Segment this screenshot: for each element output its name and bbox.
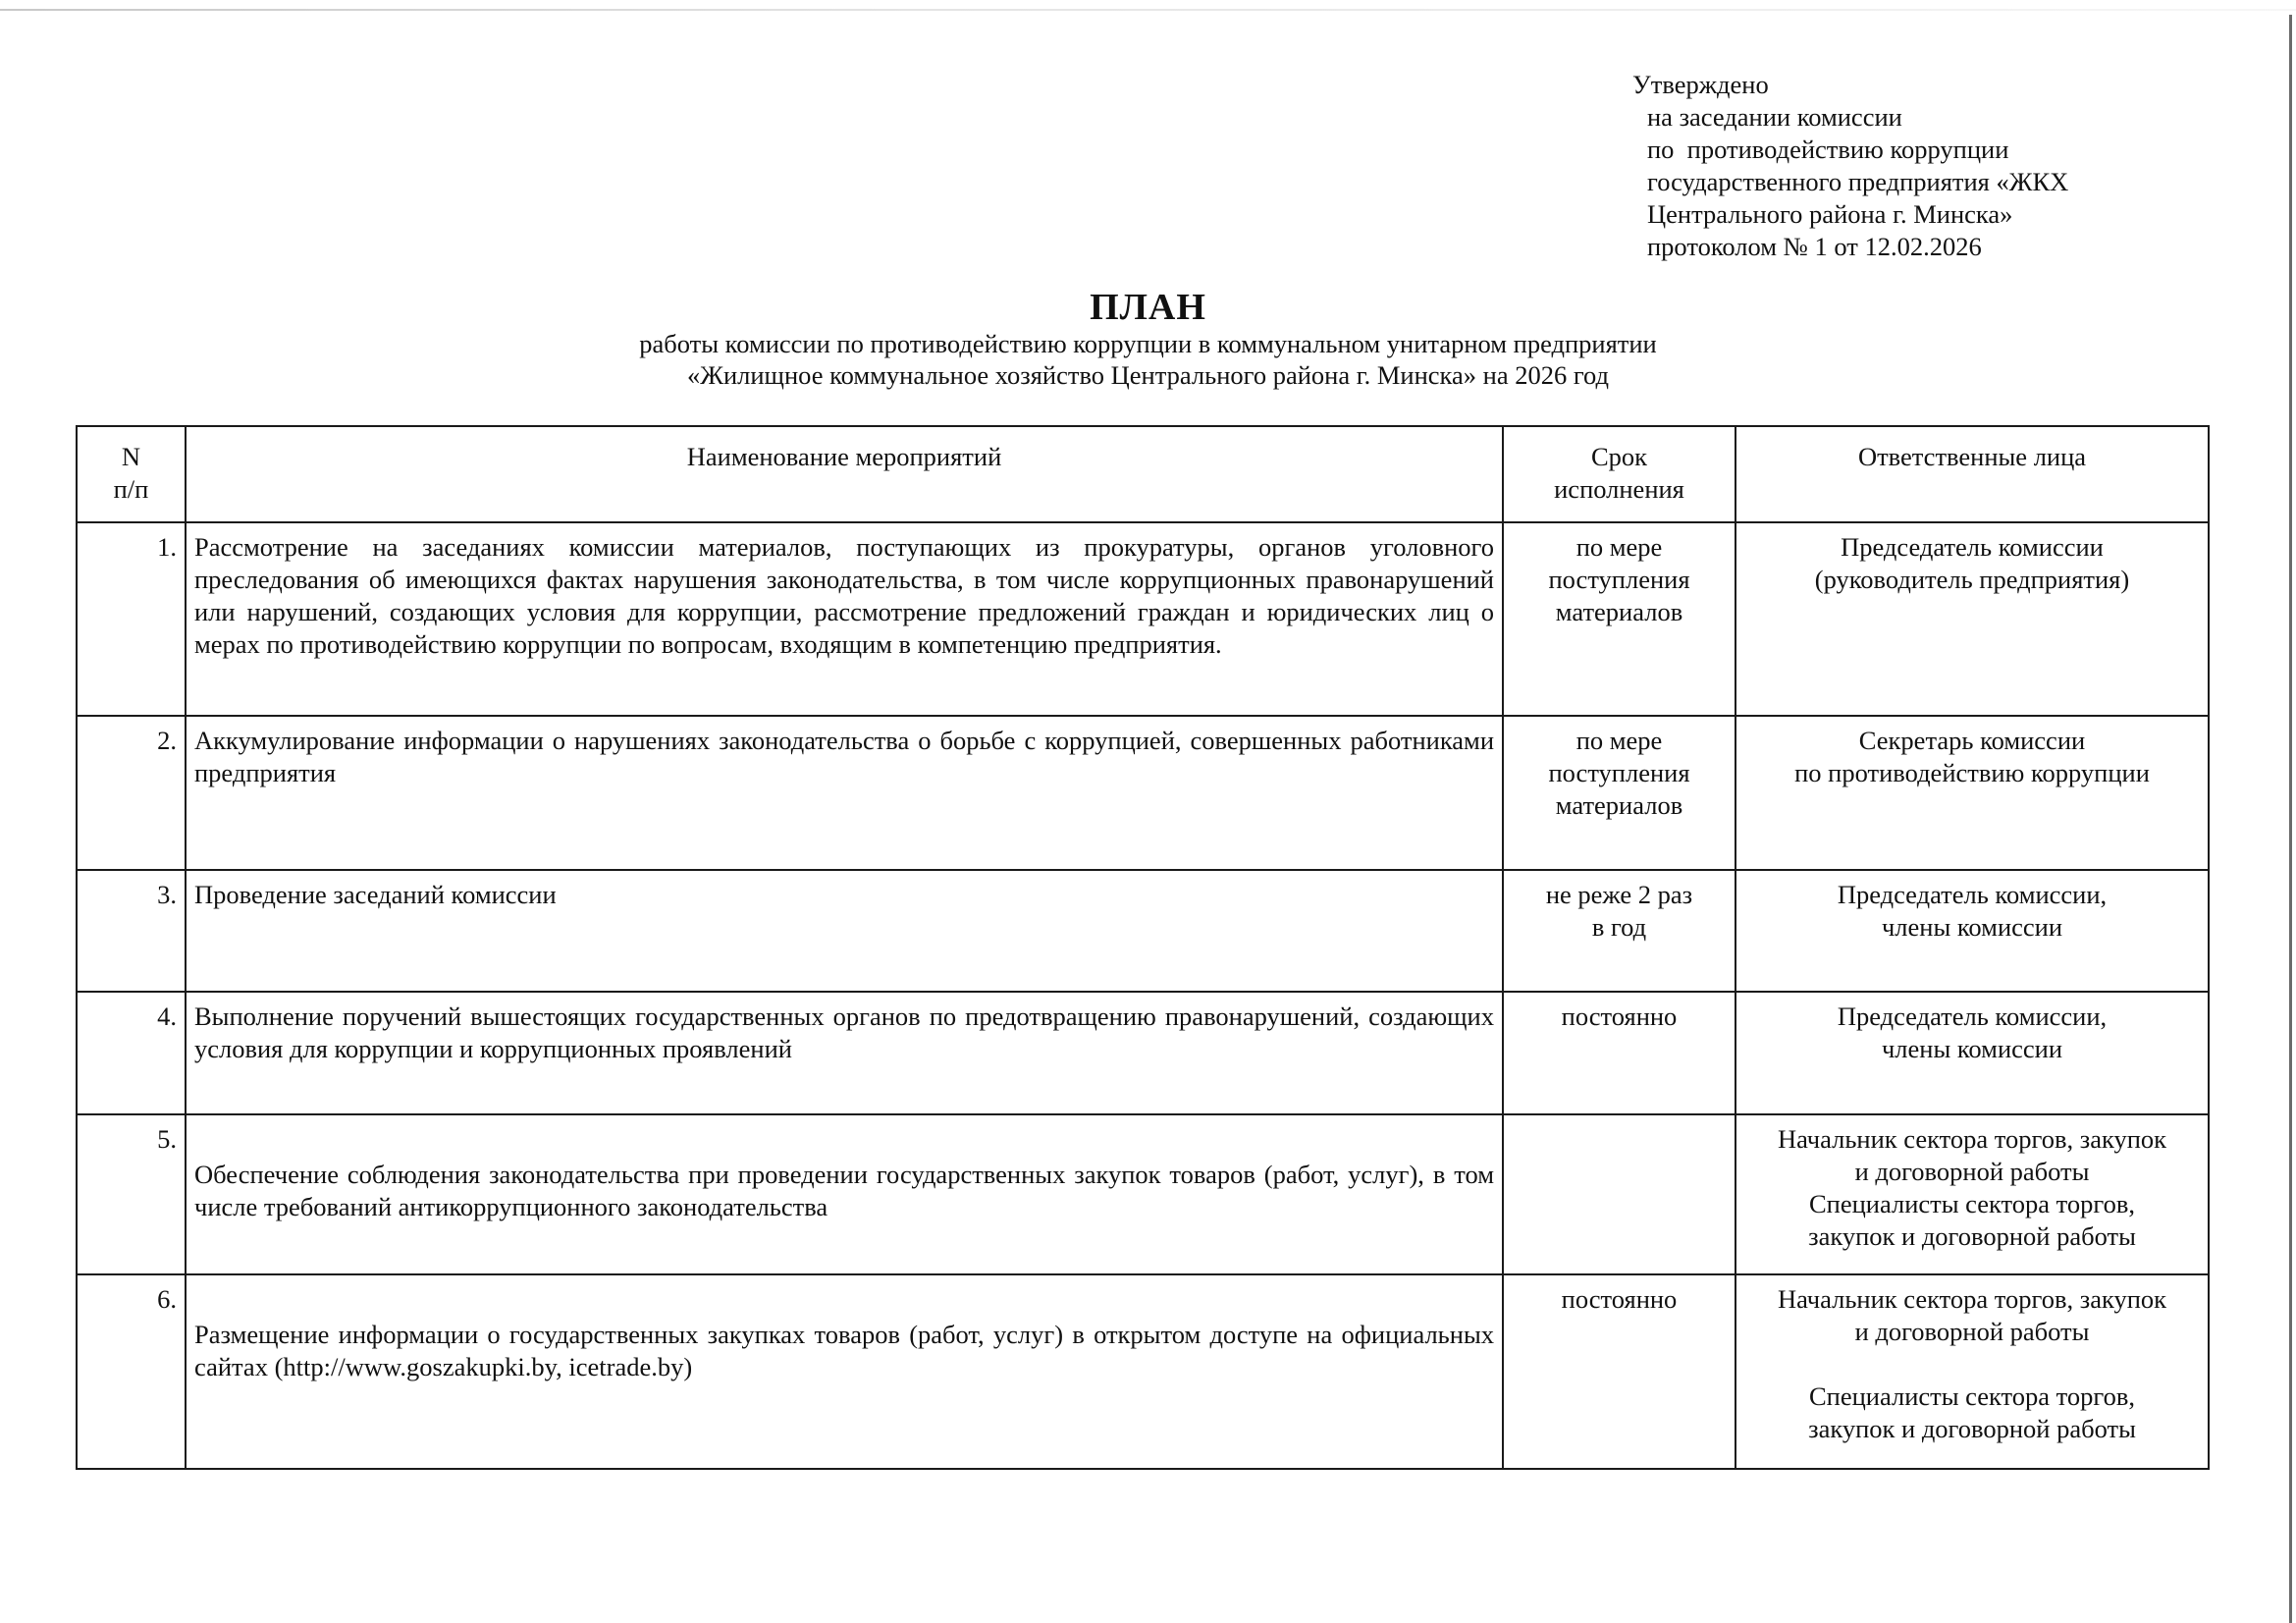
responsible-line: и договорной работы xyxy=(1854,1317,2090,1346)
approval-line: по противодействию коррупции xyxy=(1647,135,2009,164)
table-row xyxy=(77,870,2209,992)
scan-right-edge xyxy=(2289,15,2292,1623)
row-responsible xyxy=(1735,716,2209,870)
document-title-block xyxy=(0,287,2296,391)
responsible-line: члены комиссии xyxy=(1881,1034,2063,1063)
row-number: 6. xyxy=(77,1274,186,1469)
approval-line: протоколом № 1 от 12.02.2026 xyxy=(1647,232,1982,261)
scan-top-edge xyxy=(0,9,2296,11)
row-activity: Рассмотрение на заседаниях комиссии материалов, поступающих из прокуратуры, органов уголовного преследования об имеющихся фактах нарушения законодательства, в том числе коррупционных правонарушений или нарушений, создающих условия для коррупции, рассмотрение предложений граждан и юридических лиц о мерах по противодействию коррупции по вопросам, входящим в компетенцию предприятия. xyxy=(186,522,1503,716)
responsible-line: Начальник сектора торгов, закупок xyxy=(1777,1284,2167,1314)
row-responsible xyxy=(1735,522,2209,716)
term-line: по мере xyxy=(1575,726,1663,755)
table-row xyxy=(77,992,2209,1114)
row-term xyxy=(1503,716,1735,870)
responsible-line: Специалисты сектора торгов, xyxy=(1809,1381,2135,1411)
document-title: ПЛАН xyxy=(1090,287,1206,328)
row-term xyxy=(1503,870,1735,992)
responsible-line: члены комиссии xyxy=(1881,912,2063,942)
term-line: поступления xyxy=(1548,565,1690,594)
header-term xyxy=(1503,426,1735,522)
document-subtitle-line-2: «Жилищное коммунальное хозяйство Центрального района г. Минска» на 2026 год xyxy=(686,360,1610,390)
responsible-line: закупок и договорной работы xyxy=(1808,1221,2136,1251)
responsible-line: Секретарь комиссии xyxy=(1858,726,2086,755)
row-term xyxy=(1503,1114,1735,1274)
header-term-line-1: Срок xyxy=(1590,442,1648,471)
plan-table xyxy=(76,425,2210,1470)
row-activity: Проведение заседаний комиссии xyxy=(186,870,1503,992)
responsible-line: Председатель комиссии, xyxy=(1837,880,2108,909)
row-activity: Размещение информации о государственных закупках товаров (работ, услуг) в открытом доступе на официальных сайтах (http://www.goszakupki.by, icetrade.by) xyxy=(186,1274,1503,1469)
row-activity: Выполнение поручений вышестоящих государственных органов по предотвращению правонарушений, создающих условия для коррупции и коррупционных проявлений xyxy=(186,992,1503,1114)
table-header-row xyxy=(77,426,2209,522)
responsible-line: Председатель комиссии xyxy=(1841,532,2104,562)
approval-line: Центрального района г. Минска» xyxy=(1647,199,2013,229)
term-line: постоянно xyxy=(1561,1001,1678,1031)
term-line: в год xyxy=(1591,912,1647,942)
term-line: не реже 2 раз xyxy=(1545,880,1693,909)
row-number: 1. xyxy=(77,522,186,716)
responsible-spacer xyxy=(1744,1348,2200,1380)
row-number: 5. xyxy=(77,1114,186,1274)
header-number-line-1: N xyxy=(121,442,141,471)
row-term xyxy=(1503,1274,1735,1469)
responsible-line: закупок и договорной работы xyxy=(1808,1414,2136,1443)
row-responsible xyxy=(1735,992,2209,1114)
table-row xyxy=(77,716,2209,870)
approval-line: на заседании комиссии xyxy=(1647,102,1902,132)
row-term xyxy=(1503,522,1735,716)
table-row xyxy=(77,522,2209,716)
header-number xyxy=(77,426,186,522)
row-responsible xyxy=(1735,870,2209,992)
row-responsible xyxy=(1735,1274,2209,1469)
header-term-line-2: исполнения xyxy=(1554,474,1684,504)
row-responsible xyxy=(1735,1114,2209,1274)
row-number: 4. xyxy=(77,992,186,1114)
header-name: Наименование мероприятий xyxy=(186,426,1503,522)
row-activity: Обеспечение соблюдения законодательства при проведении государственных закупок товаров (работ, услуг), в том числе требований антикоррупционного законодательства xyxy=(186,1114,1503,1274)
approval-line: государственного предприятия «ЖКХ xyxy=(1647,167,2069,196)
table-row xyxy=(77,1114,2209,1274)
row-term xyxy=(1503,992,1735,1114)
responsible-line: Председатель комиссии, xyxy=(1837,1001,2108,1031)
header-number-line-2: п/п xyxy=(113,474,149,504)
document-subtitle-line-1: работы комиссии по противодействию коррупции в коммунальном унитарном предприятии xyxy=(639,329,1657,358)
term-line: поступления xyxy=(1548,758,1690,787)
approval-stamp xyxy=(1632,69,2068,263)
term-line: по мере xyxy=(1575,532,1663,562)
responsible-line: и договорной работы xyxy=(1854,1157,2090,1186)
header-responsible: Ответственные лица xyxy=(1735,426,2209,522)
term-line: материалов xyxy=(1555,597,1683,626)
responsible-line: по противодействию коррупции xyxy=(1794,758,2150,787)
row-number: 2. xyxy=(77,716,186,870)
row-activity: Аккумулирование информации о нарушениях законодательства о борьбе с коррупцией, совершенных работниками предприятия xyxy=(186,716,1503,870)
responsible-line: (руководитель предприятия) xyxy=(1814,565,2130,594)
approval-line: Утверждено xyxy=(1632,70,1769,99)
row-number: 3. xyxy=(77,870,186,992)
responsible-line: Специалисты сектора торгов, xyxy=(1809,1189,2135,1218)
table-row xyxy=(77,1274,2209,1469)
responsible-line: Начальник сектора торгов, закупок xyxy=(1777,1124,2167,1154)
term-line: материалов xyxy=(1555,790,1683,820)
term-line: постоянно xyxy=(1561,1284,1678,1314)
